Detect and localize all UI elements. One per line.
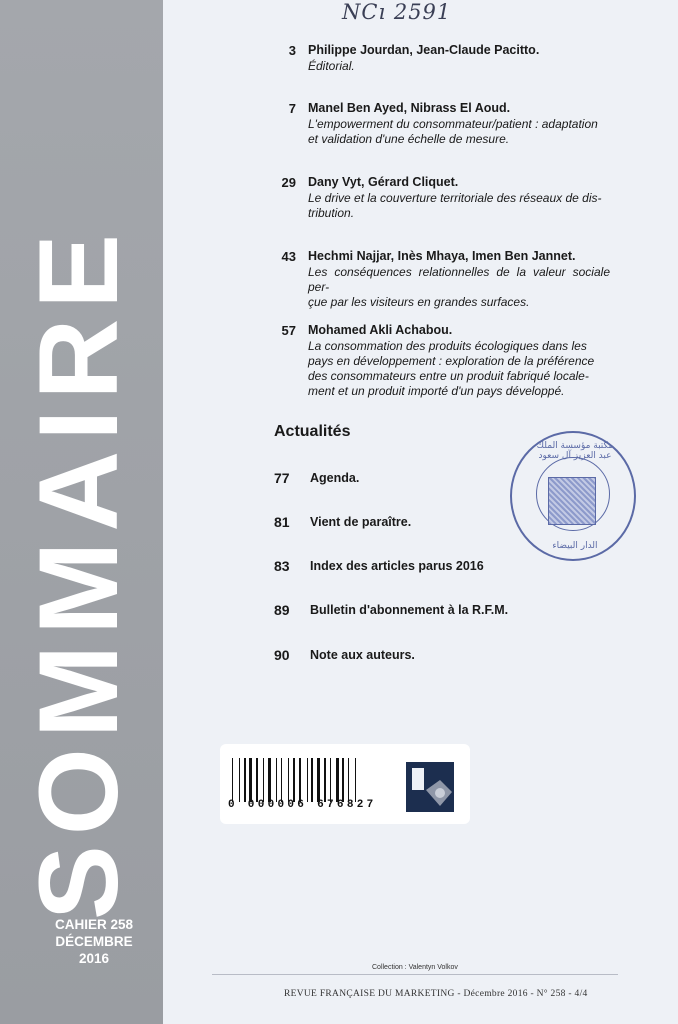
barcode-bar	[249, 758, 252, 802]
sommaire-title-container	[16, 40, 141, 920]
toc-authors: Manel Ben Ayed, Nibrass El Aoud.	[308, 101, 511, 115]
toc-title-line: pays en développement : exploration de la préférence	[308, 354, 595, 368]
barcode-bar	[293, 758, 295, 802]
issue-line: CAHIER 258	[54, 917, 134, 932]
news-label: Vient de paraître.	[310, 515, 412, 529]
issue-line: 2016	[78, 951, 110, 966]
stamp-outer-text: مكتبة مؤسسة الملك عبد العزيز آل سعود	[536, 441, 614, 461]
news-label: Index des articles parus 2016	[310, 559, 484, 573]
toc-page-number: 43	[281, 249, 296, 264]
toc-title	[308, 117, 610, 147]
stamp-bottom-text: الدار البيضاء	[552, 541, 598, 551]
toc-title	[308, 191, 610, 221]
toc-title-line: Le drive et la couverture territoriale des réseaux de dis-	[308, 191, 602, 205]
barcode-digits: 0 000006 676827	[228, 799, 377, 811]
toc-title-line: çue par les visiteurs en grandes surfaces.	[308, 295, 530, 309]
toc-title-line: ment et un produit importé d'un pays développé.	[308, 384, 565, 398]
page-footer: REVUE FRANÇAISE DU MARKETING - Décembre 2016 - N° 258 - 4/4	[284, 989, 588, 999]
toc-page-number: 7	[288, 101, 296, 116]
toc-page-number: 3	[288, 43, 296, 58]
barcode-bar	[288, 758, 289, 802]
barcode-bar	[256, 758, 258, 802]
sommaire-title: SOMMAIRE	[16, 224, 141, 920]
toc-authors: Mohamed Akli Achabou.	[308, 323, 453, 337]
barcode-bar	[307, 758, 308, 802]
toc-title-line: L'empowerment du consommateur/patient : adaptation	[308, 117, 598, 131]
issue-info	[40, 916, 148, 967]
barcode-bar	[244, 758, 246, 802]
barcode-bar	[336, 758, 339, 802]
barcode-bar	[330, 758, 331, 802]
barcode-bar	[239, 758, 240, 802]
toc-title	[308, 59, 610, 74]
barcode-bar	[281, 758, 282, 802]
news-label: Agenda.	[310, 471, 360, 485]
handwritten-note: NCı 2591	[342, 0, 452, 24]
barcode-bar	[263, 758, 264, 802]
barcode-bar	[355, 758, 356, 802]
issue-line: DÉCEMBRE	[55, 934, 133, 949]
toc-title-line: La consommation des produits écologiques dans les	[308, 339, 587, 353]
barcode-label	[220, 744, 470, 824]
publisher-logo-icon	[406, 762, 454, 812]
barcode-bar	[324, 758, 326, 802]
sidebar	[0, 0, 163, 1024]
toc-title-line: tribution.	[308, 206, 355, 220]
toc-authors: Dany Vyt, Gérard Cliquet.	[308, 175, 459, 189]
barcode-bar	[232, 758, 233, 802]
news-section-heading: Actualités	[274, 423, 351, 440]
toc-title-line: Les conséquences relationnelles de la valeur sociale per-	[308, 265, 610, 294]
barcode-bar	[348, 758, 349, 802]
toc-page-number: 57	[281, 323, 296, 338]
barcode-bar	[299, 758, 301, 802]
toc-title	[308, 265, 610, 310]
toc-title-line: des consommateurs entre un produit fabriqué locale-	[308, 369, 589, 383]
barcode-bar	[311, 758, 313, 802]
news-page-number: 77	[274, 470, 290, 486]
library-stamp	[510, 431, 636, 561]
news-label: Note aux auteurs.	[310, 648, 415, 662]
barcode-bar	[268, 758, 271, 802]
barcode-bar	[342, 758, 344, 802]
news-page-number: 81	[274, 514, 290, 530]
news-label: Bulletin d'abonnement à la R.F.M.	[310, 603, 509, 617]
news-page-number: 90	[274, 647, 290, 663]
toc-title	[308, 339, 610, 399]
toc-authors: Hechmi Najjar, Inès Mhaya, Imen Ben Jannet.	[308, 249, 576, 263]
toc-authors: Philippe Jourdan, Jean-Claude Pacitto.	[308, 43, 540, 57]
barcode-bar	[276, 758, 277, 802]
stamp-text	[512, 433, 634, 559]
barcode-bars	[232, 758, 402, 802]
news-page-number: 89	[274, 602, 290, 618]
footer-divider	[212, 974, 618, 975]
barcode-bar	[317, 758, 320, 802]
news-page-number: 83	[274, 558, 290, 574]
toc-page-number: 29	[281, 175, 296, 190]
collection-credit: Collection : Valentyn Volkov	[372, 964, 458, 971]
toc-title-line: Éditorial.	[308, 59, 355, 73]
toc-title-line: et validation d'une échelle de mesure.	[308, 132, 510, 146]
